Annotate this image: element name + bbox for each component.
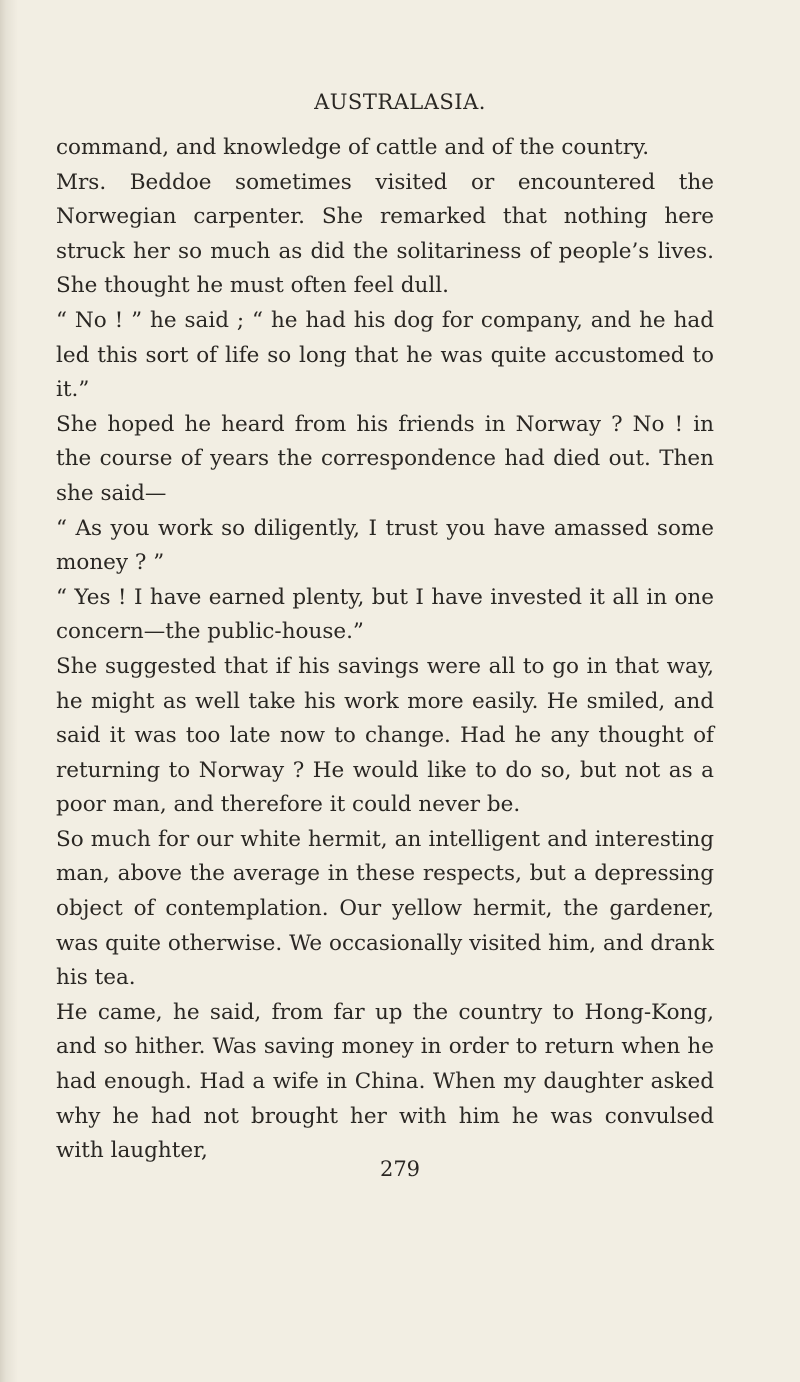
- paragraph: So much for our white hermit, an intelligent and interesting man, above the average in these respects, but a depressing object of contemplation. Our yellow hermit, the gardener, was quite otherwise. We occasionally visited him, and drank his tea.: [56, 826, 714, 991]
- page-body: [56, 131, 714, 1169]
- running-header: AUSTRALASIA.: [314, 90, 486, 114]
- paragraph: She suggested that if his savings were all to go in that way, he might as well take his work more easily. He smiled, and said it was too late now to change. Had he any thought of returning to Norway ? He would like to do so, but not as a poor man, and therefore it could never be.: [56, 653, 714, 818]
- paragraph: “ No ! ” he said ; “ he had his dog for company, and he had led this sort of life so long that he was quite accustomed to it.”: [56, 307, 714, 403]
- paragraph: command, and knowledge of cattle and of the country.: [56, 135, 650, 160]
- page-number: 279: [379, 1157, 421, 1181]
- paragraph: She hoped he heard from his friends in Norway ? No ! in the course of years the correspondence had died out. Then she said—: [56, 411, 714, 506]
- paragraph: “ Yes ! I have earned plenty, but I have invested it all in one concern—the public-house.”: [56, 584, 714, 645]
- paragraph: Mrs. Beddoe sometimes visited or encountered the Norwegian carpenter. She remarked that nothing here struck her so much as did the solitariness of people’s lives. She thought he must often feel dull.: [56, 169, 714, 299]
- paragraph: He came, he said, from far up the country to Hong-Kong, and so hither. Was saving money in order to return when he had enough. Had a wife in China. When my daughter asked why he had not brought her with him he was convulsed with laughter,: [56, 999, 714, 1164]
- paragraph: “ As you work so diligently, I trust you have amassed some money ? ”: [56, 515, 714, 576]
